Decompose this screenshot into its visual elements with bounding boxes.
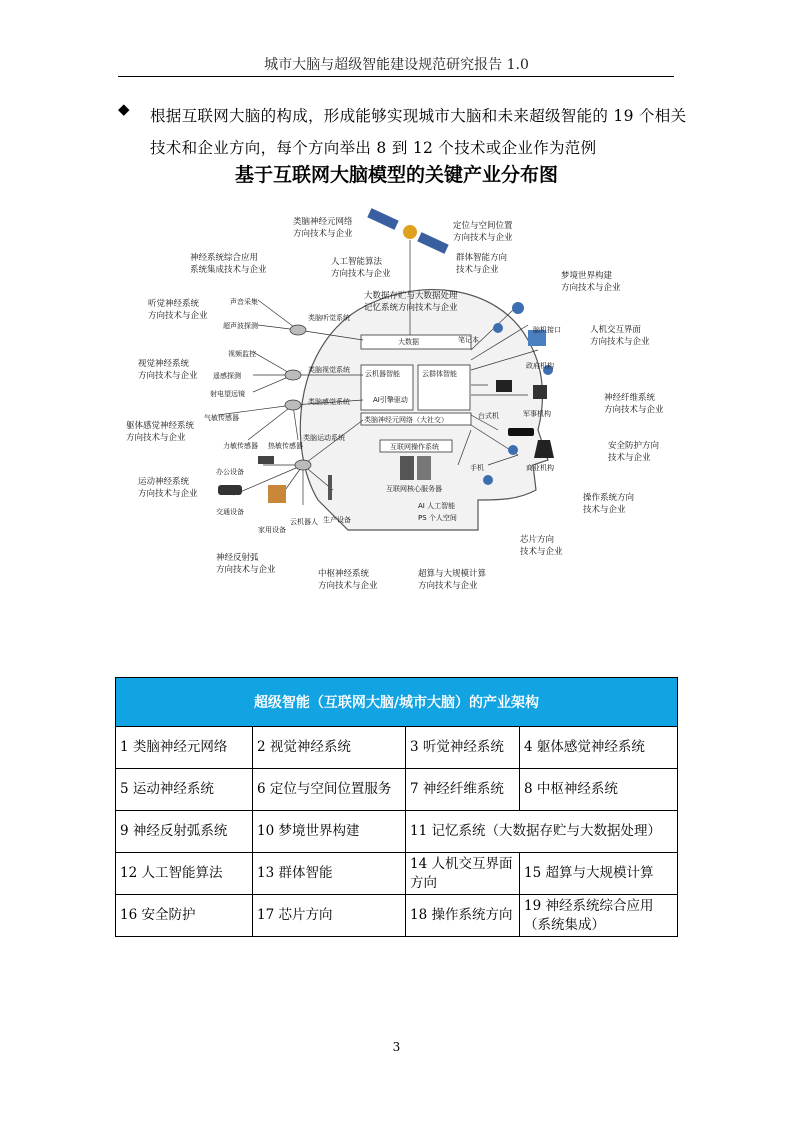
label-reflex: 神经反射弧 方向技术与企业 <box>216 553 276 575</box>
label-chip: 芯片方向 技术与企业 <box>520 535 563 557</box>
server-icon-2 <box>417 456 431 480</box>
label-vision: 视觉神经系统 方向技术与企业 <box>138 359 198 381</box>
table-row <box>116 895 678 937</box>
label-dream: 梦境世界构建 方向技术与企业 <box>561 271 621 293</box>
label-os-inner: 互联网操作系统 <box>390 443 439 451</box>
body-paragraph: 根据互联网大脑的构成，形成能够实现城市大脑和未来超级智能的 19 个相关技术和企业方向，每个方向举出 8 到 12 个技术或企业作为范例 <box>150 107 687 157</box>
page-number: 3 <box>392 1040 401 1054</box>
table-row <box>116 853 678 895</box>
label-arc-sense: 类脑感觉系统 <box>308 398 350 406</box>
label-video: 视频监控 <box>228 350 256 358</box>
industry-distribution-diagram <box>118 200 678 600</box>
label-bci: 脑机接口 <box>533 326 561 334</box>
label-hearing: 听觉神经系统 方向技术与企业 <box>148 299 208 321</box>
table-cell: 18 操作系统方向 <box>406 895 520 937</box>
table-cell: 10 梦境世界构建 <box>253 811 406 853</box>
label-location: 定位与空间位置 方向技术与企业 <box>453 221 513 243</box>
server-icon <box>400 456 414 480</box>
running-header: 城市大脑与超级智能建设规范研究报告 1.0 <box>264 57 529 73</box>
label-arc-motor: 类脑运动系统 <box>303 434 345 442</box>
label-central: 中枢神经系统 方向技术与企业 <box>318 569 378 591</box>
label-swarm: 群体智能方向 技术与企业 <box>456 253 508 275</box>
satellite-icon <box>367 208 448 254</box>
label-ai-engine: AI引擎驱动 <box>373 396 408 404</box>
label-robot: 云机器人 <box>290 518 318 526</box>
label-os: 操作系统方向 技术与企业 <box>583 493 635 515</box>
table-cell: 3 听觉神经系统 <box>406 727 520 769</box>
label-desktop: 台式机 <box>478 412 499 420</box>
industry-architecture-table <box>115 677 678 937</box>
table-row <box>116 769 678 811</box>
figure-title: 基于互联网大脑模型的关键产业分布图 <box>234 164 558 186</box>
label-cloud-swarm: 云群体智能 <box>422 370 457 378</box>
label-traffic: 交通设备 <box>216 508 244 516</box>
label-fiber: 神经纤维系统 方向技术与企业 <box>604 393 664 415</box>
table-cell: 15 超算与大规模计算 <box>520 853 678 895</box>
table-header: 超级智能（互联网大脑/城市大脑）的产业架构 <box>116 678 678 727</box>
label-memory: 大数据存贮与大数据处理 记忆系统方向技术与企业 <box>364 291 458 313</box>
label-heat: 热敏传感器 <box>268 442 303 450</box>
label-arc-vision: 类脑视觉系统 <box>308 366 350 374</box>
label-legend: AI 人工智能 PS 个人空间 <box>418 502 457 522</box>
table-row <box>116 727 678 769</box>
label-somatic: 躯体感觉神经系统 方向技术与企业 <box>126 421 195 443</box>
label-production: 生产设备 <box>323 516 351 524</box>
label-radio: 射电望远镜 <box>210 390 245 398</box>
label-hci: 人机交互界面 方向技术与企业 <box>590 325 650 347</box>
label-notebook: 笔记本 <box>458 336 479 344</box>
bullet-diamond-icon: ◆ <box>118 100 130 118</box>
label-ultrasound: 超声波探测 <box>223 322 258 330</box>
label-sound: 声音采集 <box>230 298 258 306</box>
table-cell: 5 运动神经系统 <box>116 769 253 811</box>
label-cloud-robot: 云机器智能 <box>365 370 400 378</box>
table-cell: 14 人机交互界面方向 <box>406 853 520 895</box>
table-cell: 6 定位与空间位置服务 <box>253 769 406 811</box>
table-cell: 13 群体智能 <box>253 853 406 895</box>
label-ai-algo: 人工智能算法 方向技术与企业 <box>331 257 391 279</box>
table-cell: 9 神经反射弧系统 <box>116 811 253 853</box>
label-military: 军事机构 <box>523 410 551 418</box>
label-bigdata: 大数据 <box>398 338 419 346</box>
table-cell: 16 安全防护 <box>116 895 253 937</box>
label-gov: 政府机构 <box>526 362 554 370</box>
label-office: 办公设备 <box>216 468 244 476</box>
table-cell: 12 人工智能算法 <box>116 853 253 895</box>
label-gas: 气敏传感器 <box>204 414 239 422</box>
table-cell: 19 神经系统综合应用（系统集成） <box>520 895 678 937</box>
label-remote: 遥感探测 <box>213 372 241 380</box>
label-phone: 手机 <box>470 464 484 472</box>
table-cell: 4 躯体感觉神经系统 <box>520 727 678 769</box>
label-security: 安全防护方向 技术与企业 <box>608 441 660 463</box>
table-cell: 2 视觉神经系统 <box>253 727 406 769</box>
label-brain-net: 类脑神经元网络（大社交） <box>364 416 448 424</box>
label-force: 力敏传感器 <box>223 442 258 450</box>
label-home: 家用设备 <box>258 526 286 534</box>
table-cell: 1 类脑神经元网络 <box>116 727 253 769</box>
label-supercomp: 超算与大规模计算 方向技术与企业 <box>418 569 487 591</box>
label-integration: 神经系统综合应用 系统集成技术与企业 <box>190 253 267 275</box>
table-cell: 8 中枢神经系统 <box>520 769 678 811</box>
label-arc-hearing: 类脑听觉系统 <box>308 314 350 322</box>
table-row <box>116 811 678 853</box>
table-cell: 17 芯片方向 <box>253 895 406 937</box>
label-core-server: 互联网核心服务器 <box>386 485 442 493</box>
table-cell: 11 记忆系统（大数据存贮与大数据处理） <box>406 811 678 853</box>
label-neuron: 类脑神经元网络 方向技术与企业 <box>293 217 353 239</box>
label-business: 商业机构 <box>526 464 554 472</box>
table-cell: 7 神经纤维系统 <box>406 769 520 811</box>
label-motor: 运动神经系统 方向技术与企业 <box>138 477 198 499</box>
header-rule <box>118 76 674 77</box>
table-header-row <box>116 678 678 727</box>
